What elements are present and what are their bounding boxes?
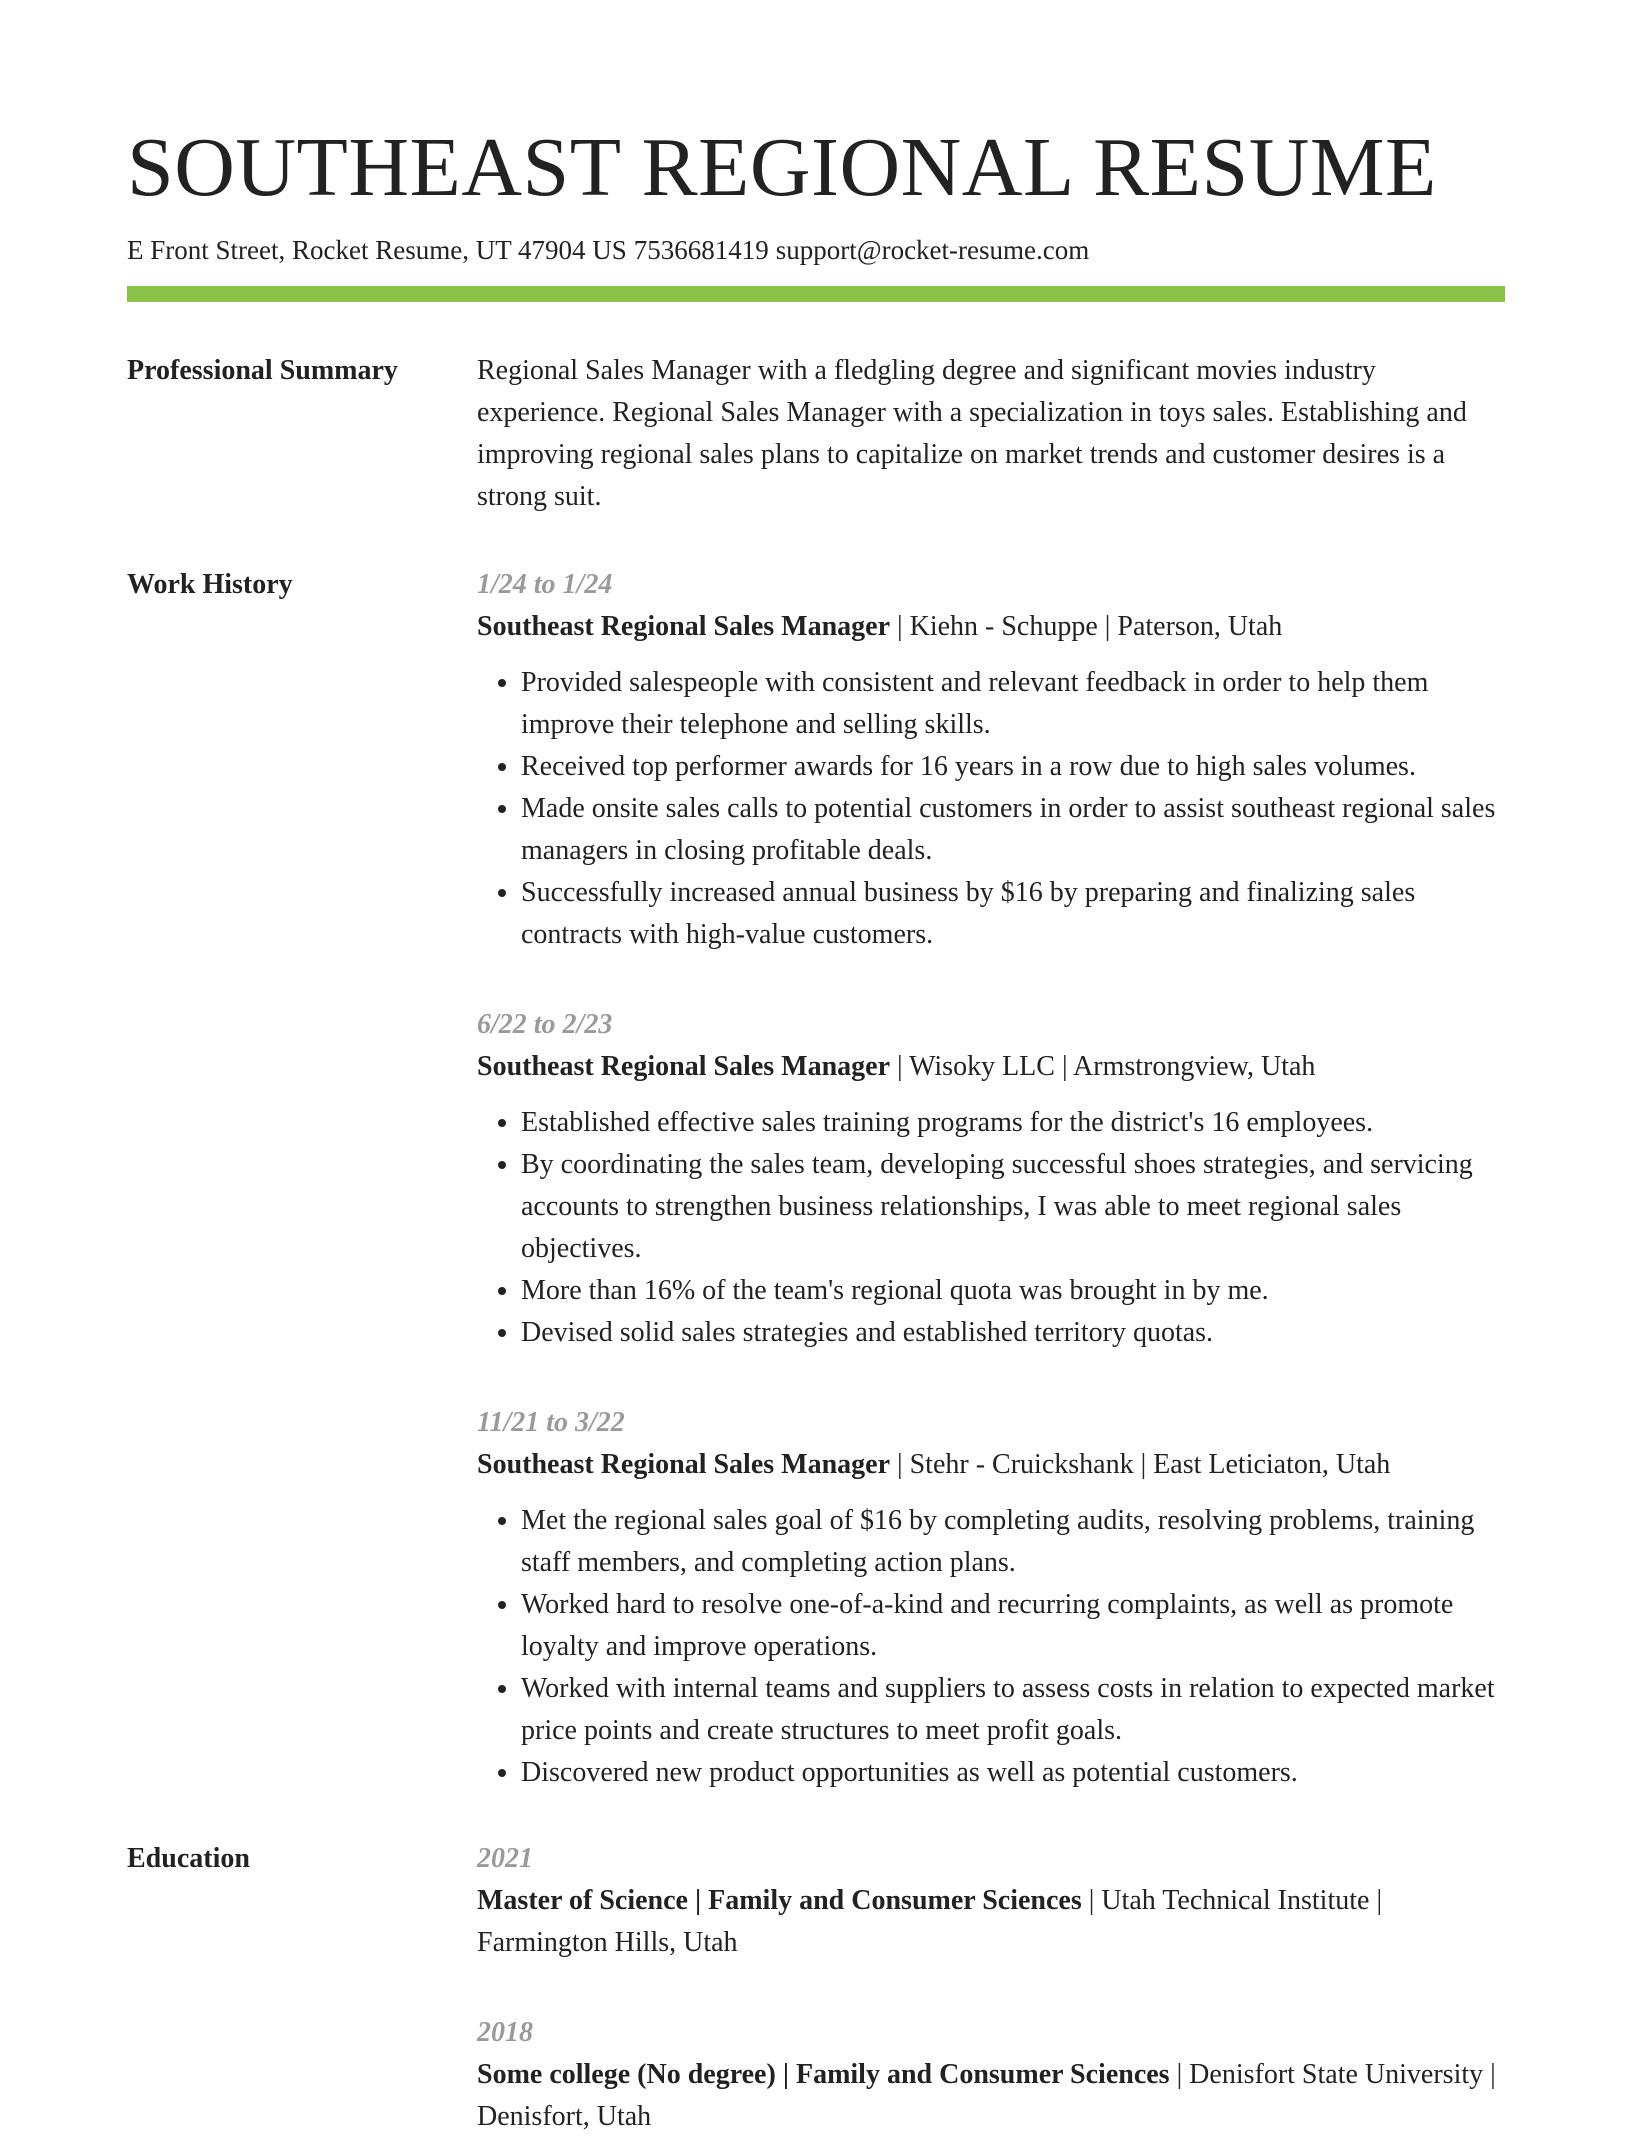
- resume-title: SOUTHEAST REGIONAL RESUME: [127, 121, 1437, 214]
- education-entry: [477, 2012, 1505, 2138]
- job-role: [477, 1444, 1505, 1486]
- job-bullets: [477, 662, 1505, 956]
- job-bullet: • Worked hard to resolve one-of-a-kind and recurring complaints, as well as promote loyalty and improve operations.: [521, 1584, 1505, 1668]
- education-year: 2018: [477, 2017, 533, 2048]
- education-heading: Education: [127, 1843, 250, 1874]
- job-bullet: • Received top performer awards for 16 years in a row due to high sales volumes.: [521, 746, 1505, 788]
- contact-address: E Front Street, Rocket Resume, UT 47904 US: [127, 235, 627, 265]
- job-details: | Wisoky LLC | Armstrongview, Utah: [890, 1051, 1316, 1082]
- work-history-heading: Work History: [127, 569, 293, 600]
- job-title: Southeast Regional Sales Manager: [477, 611, 890, 642]
- education-degree: Some college (No degree) | Family and Consumer Sciences: [477, 2059, 1170, 2090]
- summary-text: Regional Sales Manager with a fledgling degree and significant movies industry experience. Regional Sales Manager with a specialization in toys sales. Establishing and improving regional sales plans to capitalize on market trends and customer desires is a strong suit.: [477, 355, 1467, 512]
- education-body: [477, 1838, 1505, 2138]
- job-title: Southeast Regional Sales Manager: [477, 1051, 890, 1082]
- job-bullet: • Successfully increased annual business by $16 by preparing and finalizing sales contracts with high-value customers.: [521, 872, 1505, 956]
- job-role: [477, 606, 1505, 648]
- summary-body: [477, 350, 1505, 518]
- job-entry: [477, 1402, 1505, 1794]
- contact-line: [127, 230, 1505, 270]
- job-dates: 11/21 to 3/22: [477, 1407, 625, 1438]
- work-history-body: [477, 564, 1505, 1794]
- job-details: | Kiehn - Schuppe | Paterson, Utah: [890, 611, 1283, 642]
- job-bullet: • Provided salespeople with consistent and relevant feedback in order to help them improve their telephone and selling skills.: [521, 662, 1505, 746]
- job-details: | Stehr - Cruickshank | East Leticiaton, Utah: [890, 1449, 1391, 1480]
- job-bullet: • Established effective sales training programs for the district's 16 employees.: [521, 1102, 1505, 1144]
- job-dates: 1/24 to 1/24: [477, 569, 613, 600]
- work-history-section: [127, 564, 1505, 1794]
- job-bullet: • By coordinating the sales team, developing successful shoes strategies, and servicing accounts to strengthen business relationships, I was able to meet regional sales objectives.: [521, 1144, 1505, 1270]
- job-bullet: • Made onsite sales calls to potential customers in order to assist southeast regional sales managers in closing profitable deals.: [521, 788, 1505, 872]
- job-bullets: [477, 1102, 1505, 1354]
- job-bullets: [477, 1500, 1505, 1794]
- job-entry: [477, 1004, 1505, 1354]
- summary-heading: Professional Summary: [127, 355, 398, 386]
- job-bullet: • More than 16% of the team's regional quota was brought in by me.: [521, 1270, 1505, 1312]
- job-entry: [477, 564, 1505, 956]
- education-degree-line: [477, 2054, 1505, 2138]
- job-bullet: • Worked with internal teams and suppliers to assess costs in relation to expected market price points and create structures to meet profit goals.: [521, 1668, 1505, 1752]
- education-details: | Utah Technical Institute | Farmington Hills, Utah: [477, 1885, 1383, 1958]
- summary-section: [127, 350, 1505, 518]
- header-divider: [127, 286, 1505, 302]
- contact-phone: 7536681419: [633, 235, 769, 265]
- education-degree-line: [477, 1880, 1505, 1964]
- education-entry: [477, 1838, 1505, 1964]
- job-dates: 6/22 to 2/23: [477, 1009, 613, 1040]
- job-bullet: • Devised solid sales strategies and established territory quotas.: [521, 1312, 1505, 1354]
- education-section: [127, 1838, 1505, 2138]
- job-role: [477, 1046, 1505, 1088]
- job-title: Southeast Regional Sales Manager: [477, 1449, 890, 1480]
- job-bullet: • Discovered new product opportunities as well as potential customers.: [521, 1752, 1505, 1794]
- education-degree: Master of Science | Family and Consumer Sciences: [477, 1885, 1082, 1916]
- education-year: 2021: [477, 1843, 533, 1874]
- job-bullet: • Met the regional sales goal of $16 by completing audits, resolving problems, training staff members, and completing action plans.: [521, 1500, 1505, 1584]
- education-details: | Denisfort State University | Denisfort, Utah: [477, 2059, 1496, 2132]
- contact-email: support@rocket-resume.com: [775, 235, 1090, 265]
